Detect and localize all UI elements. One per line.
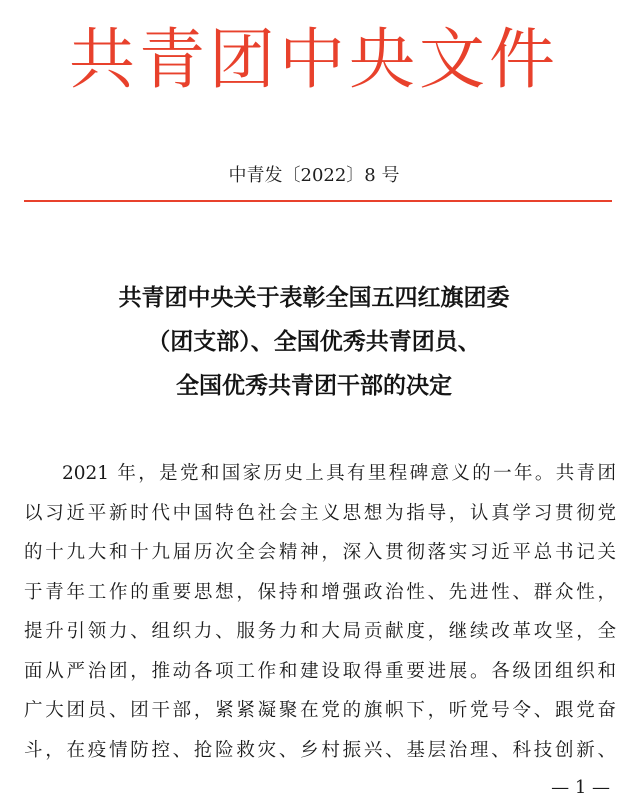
body-paragraph	[24, 454, 616, 770]
body-line: 提升引领力、组织力、服务力和大局贡献度，继续改革攻坚，全	[24, 621, 616, 642]
body-line: 的十九大和十九届历次全会精神，深入贯彻落实习近平总书记关	[24, 542, 616, 563]
body-line: 于青年工作的重要思想，保持和增强政治性、先进性、群众性，	[24, 581, 616, 603]
title-line-1: 共青团中央关于表彰全国五四红旗团委	[118, 284, 510, 311]
body-line: 广大团员、团干部，紧紧凝聚在党的旗帜下，听党号令、跟党奋	[24, 700, 616, 721]
body-line: 斗，在疫情防控、抢险救灾、乡村振兴、基层治理、科技创新、	[24, 739, 616, 761]
page-number: — 1 —	[551, 777, 610, 798]
document-masthead: 共青团中央文件	[69, 21, 559, 98]
title-line-3: 全国优秀共青团干部的决定	[176, 372, 452, 399]
body-line: 面从严治团，推动各项工作和建设取得重要进展。各级团组织和	[24, 660, 616, 682]
body-line: 2021 年，是党和国家历史上具有里程碑意义的一年。共青团	[62, 463, 616, 484]
body-line: 以习近平新时代中国特色社会主义思想为指导，认真学习贯彻党	[24, 502, 616, 524]
title-line-2: （团支部）、全国优秀共青团员、	[147, 328, 481, 355]
document-number: 中青发〔2022〕8 号	[228, 165, 400, 186]
document-title	[0, 276, 628, 408]
red-divider-line	[24, 200, 612, 202]
